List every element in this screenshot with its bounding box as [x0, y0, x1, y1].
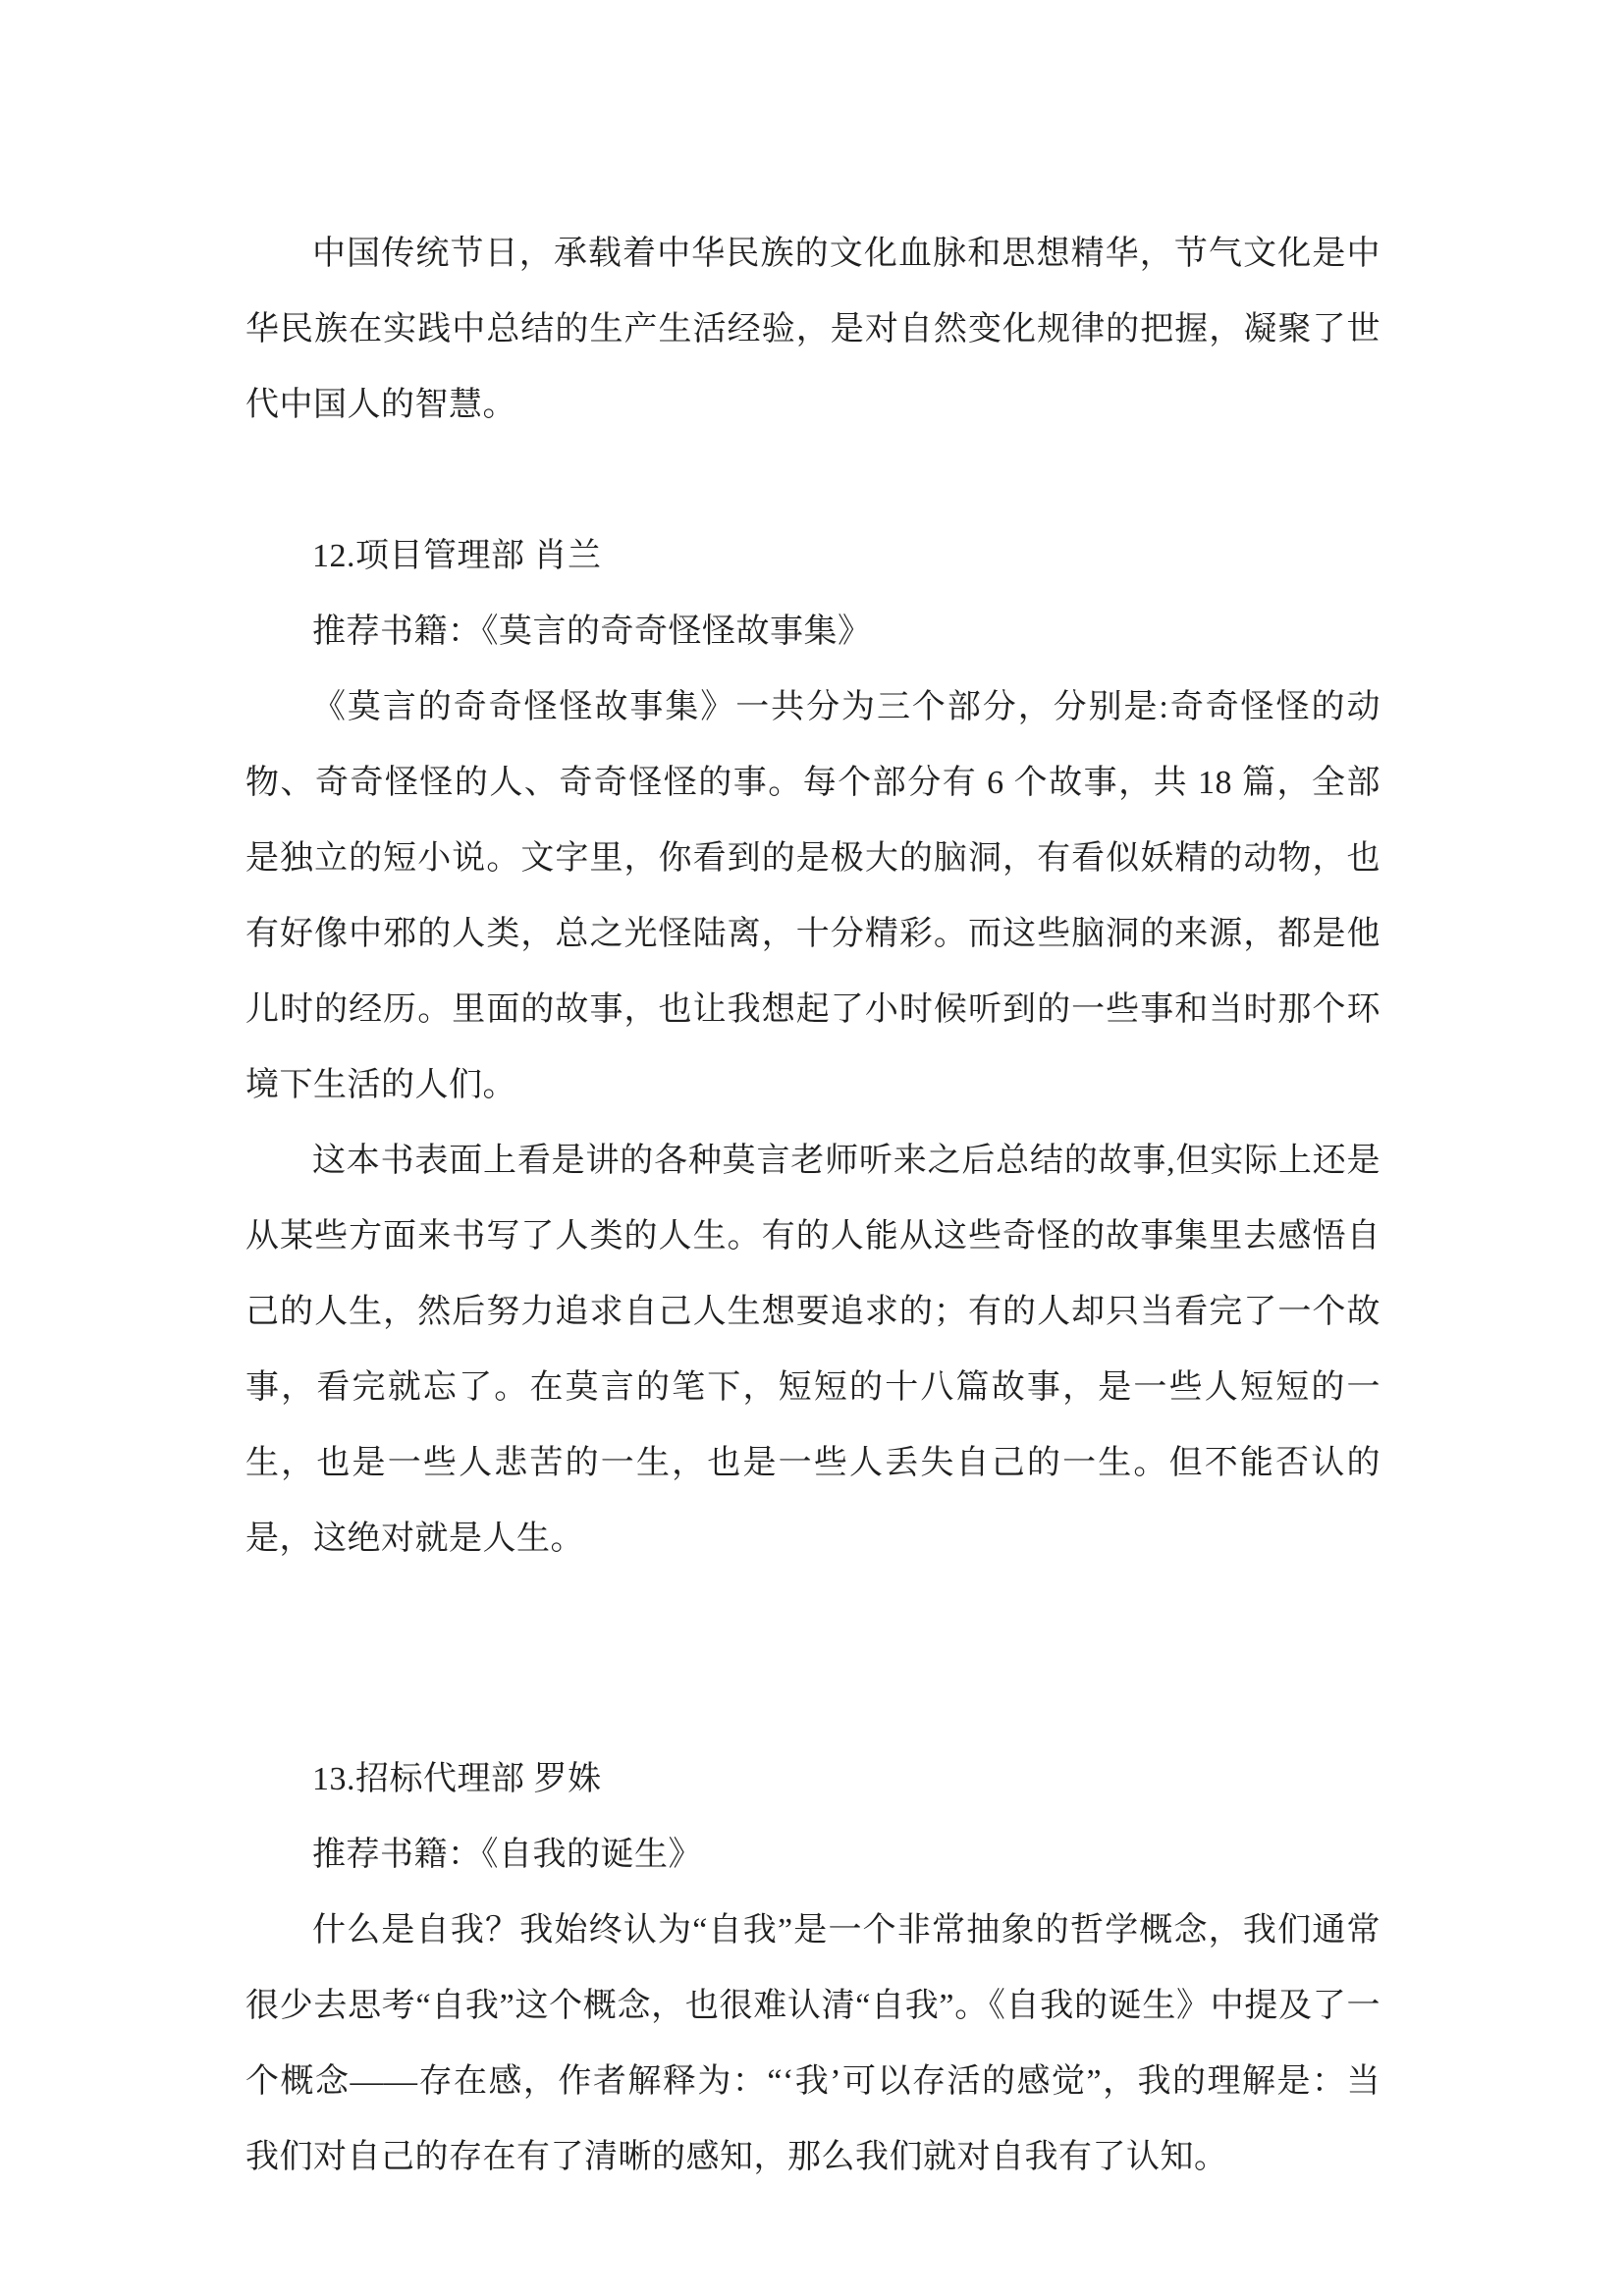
- section-12-heading: 12.项目管理部 肖兰: [312, 538, 602, 574]
- section-13: [245, 1741, 1380, 2195]
- section-12: [245, 518, 1380, 1576]
- section-13-heading: 13.招标代理部 罗姝: [312, 1761, 602, 1797]
- section-12-book-recommendation: 推荐书籍：《莫言的奇奇怪怪故事集》: [312, 614, 872, 650]
- section-12-paragraph-2: 这本书表面上看是讲的各种莫言老师听来之后总结的故事,但实际上还是从某些方面来书写了人类的人生。有的人能从这些奇怪的故事集里去感悟自己的人生，然后努力追求自己人生想要追求的；有的人却只当看完了一个故事，看完就忘了。在莫言的笔下，短短的十八篇故事，是一些人短短的一生，也是一些人悲苦的一生，也是一些人丢失自己的一生。但不能否认的是，这绝对就是人生。: [245, 1143, 1380, 1557]
- section-13-paragraph-1: 什么是自我？我始终认为“自我”是一个非常抽象的哲学概念，我们通常很少去思考“自我”这个概念，也很难认清“自我”。《自我的诞生》中提及了一个概念——存在感，作者解释为：“‘我’可以存活的感觉”，我的理解是：当我们对自己的存在有了清晰的感知，那么我们就对自我有了认知。: [245, 1912, 1380, 2175]
- section-12-paragraph-1: 《莫言的奇奇怪怪故事集》一共分为三个部分，分别是:奇奇怪怪的动物、奇奇怪怪的人、奇奇怪怪的事。每个部分有 6 个故事，共 18 篇，全部是独立的短小说。文字里，你看到的是极大的脑洞，有看似妖精的动物，也有好像中邪的人类，总之光怪陆离，十分精彩。而这些脑洞的来源，都是他儿时的经历。里面的故事，也让我想起了小时候听到的一些事和当时那个环境下生活的人们。: [245, 689, 1380, 1103]
- intro-paragraph: 中国传统节日，承载着中华民族的文化血脉和思想精华，节气文化是中华民族在实践中总结的生产生活经验，是对自然变化规律的把握，凝聚了世代中国人的智慧。: [245, 236, 1380, 423]
- section-13-book-recommendation: 推荐书籍：《自我的诞生》: [312, 1837, 702, 1873]
